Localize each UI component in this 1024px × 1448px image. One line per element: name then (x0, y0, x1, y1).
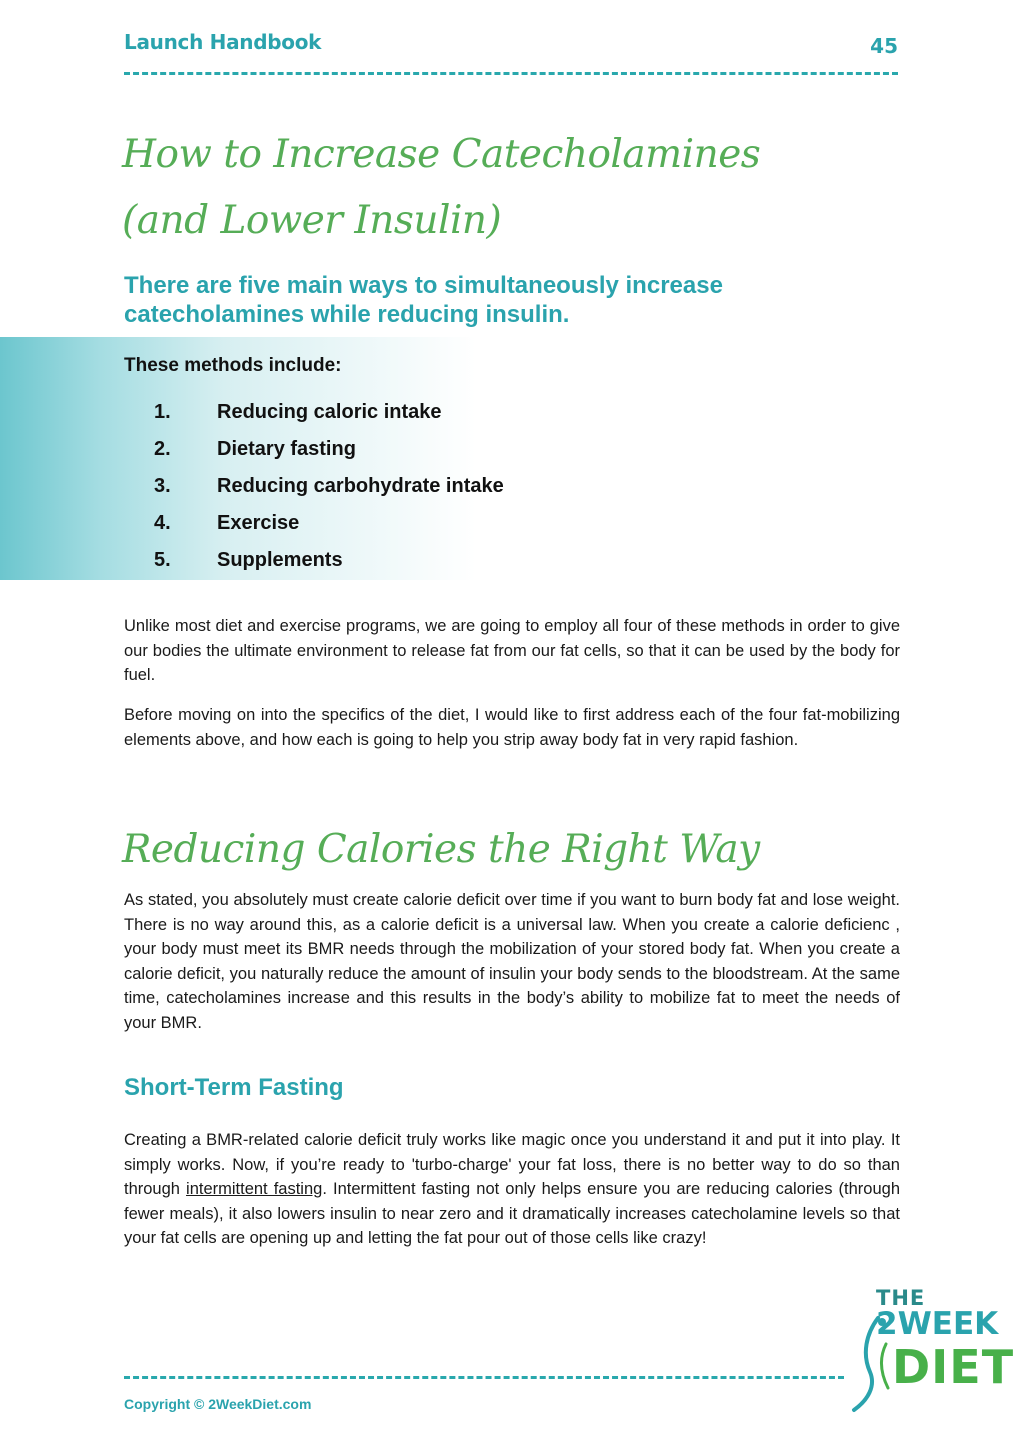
short-term-fasting-paragraph (124, 1128, 900, 1251)
list-number: 2. (154, 438, 171, 460)
footer-divider (124, 1376, 844, 1379)
section-title-short-term-fasting: Short-Term Fasting (124, 1074, 344, 1101)
reducing-calories-paragraph: As stated, you absolutely must create calorie deficit over time if you want to burn body fat and lose weight. There is no way around this, as a calorie deficit is a universal law. When you create a calorie deficienc , your body must meet its BMR needs through the mobilization of your stored body fat. When you create a calorie deficit, you naturally reduce the amount of insulin your body sends to the bloodstream. At the same time, catecholamines increase and this results in the body’s ability to mobilize fat to meet the needs of your BMR. (124, 891, 900, 1032)
logo-2week: 2WEEK (876, 1306, 999, 1342)
section-title-reducing-calories: Reducing Calories the Right Way (122, 827, 760, 872)
list-number: 1. (154, 401, 171, 423)
list-text: Exercise (217, 512, 300, 534)
list-text: Reducing caloric intake (217, 401, 442, 423)
methods-intro: These methods include: (124, 355, 342, 376)
fasting-text-after: . Intermittent fasting not only helps ensure you are reducing calories (through fewer meals), it also lowers insulin to near zero and it dramatically increases catecholamine levels so that your fat cells are opening up and letting the fat pour out of those cells like crazy! (124, 1180, 900, 1247)
list-text: Supplements (217, 549, 343, 571)
fasting-text-before: Creating a BMR-related calorie deficit truly works like magic once you understand it and put it into play. It simply works. Now, if you’re ready to 'turbo-charge' your fat loss, there is no better way to do so than through (124, 1131, 900, 1198)
logo-the: THE (876, 1286, 926, 1310)
page-number: 45 (870, 34, 898, 58)
footer-copyright: Copyright © 2WeekDiet.com (124, 1396, 312, 1412)
list-text: Dietary fasting (217, 438, 356, 460)
main-title-line-1: How to Increase Catecholamines (122, 132, 761, 177)
main-title-line-2: (and Lower Insulin) (122, 198, 502, 243)
list-number: 3. (154, 475, 171, 497)
list-number: 5. (154, 549, 171, 571)
list-text: Reducing carbohydrate intake (217, 475, 504, 497)
subtitle: There are five main ways to simultaneously increase catecholamines while reducing insulin. (124, 272, 723, 328)
body-paragraph-2: Before moving on into the specifics of the diet, I would like to first address each of the four fat-mobilizing elements above, and how each is going to help you strip away body fat in very rapid fashion. (124, 706, 900, 749)
header-title: Launch Handbook (124, 30, 322, 54)
intermittent-fasting-link[interactable]: intermittent fasting (186, 1180, 323, 1198)
body-paragraph-1: Unlike most diet and exercise programs, we are going to employ all four of these methods in order to give our bodies the ultimate environment to release fat from our fat cells, so that it can be used by the body for fuel. (124, 617, 900, 684)
logo-diet: DIET (892, 1340, 1015, 1394)
list-number: 4. (154, 512, 171, 534)
brand-logo (848, 1286, 1015, 1416)
header-divider (124, 72, 898, 75)
